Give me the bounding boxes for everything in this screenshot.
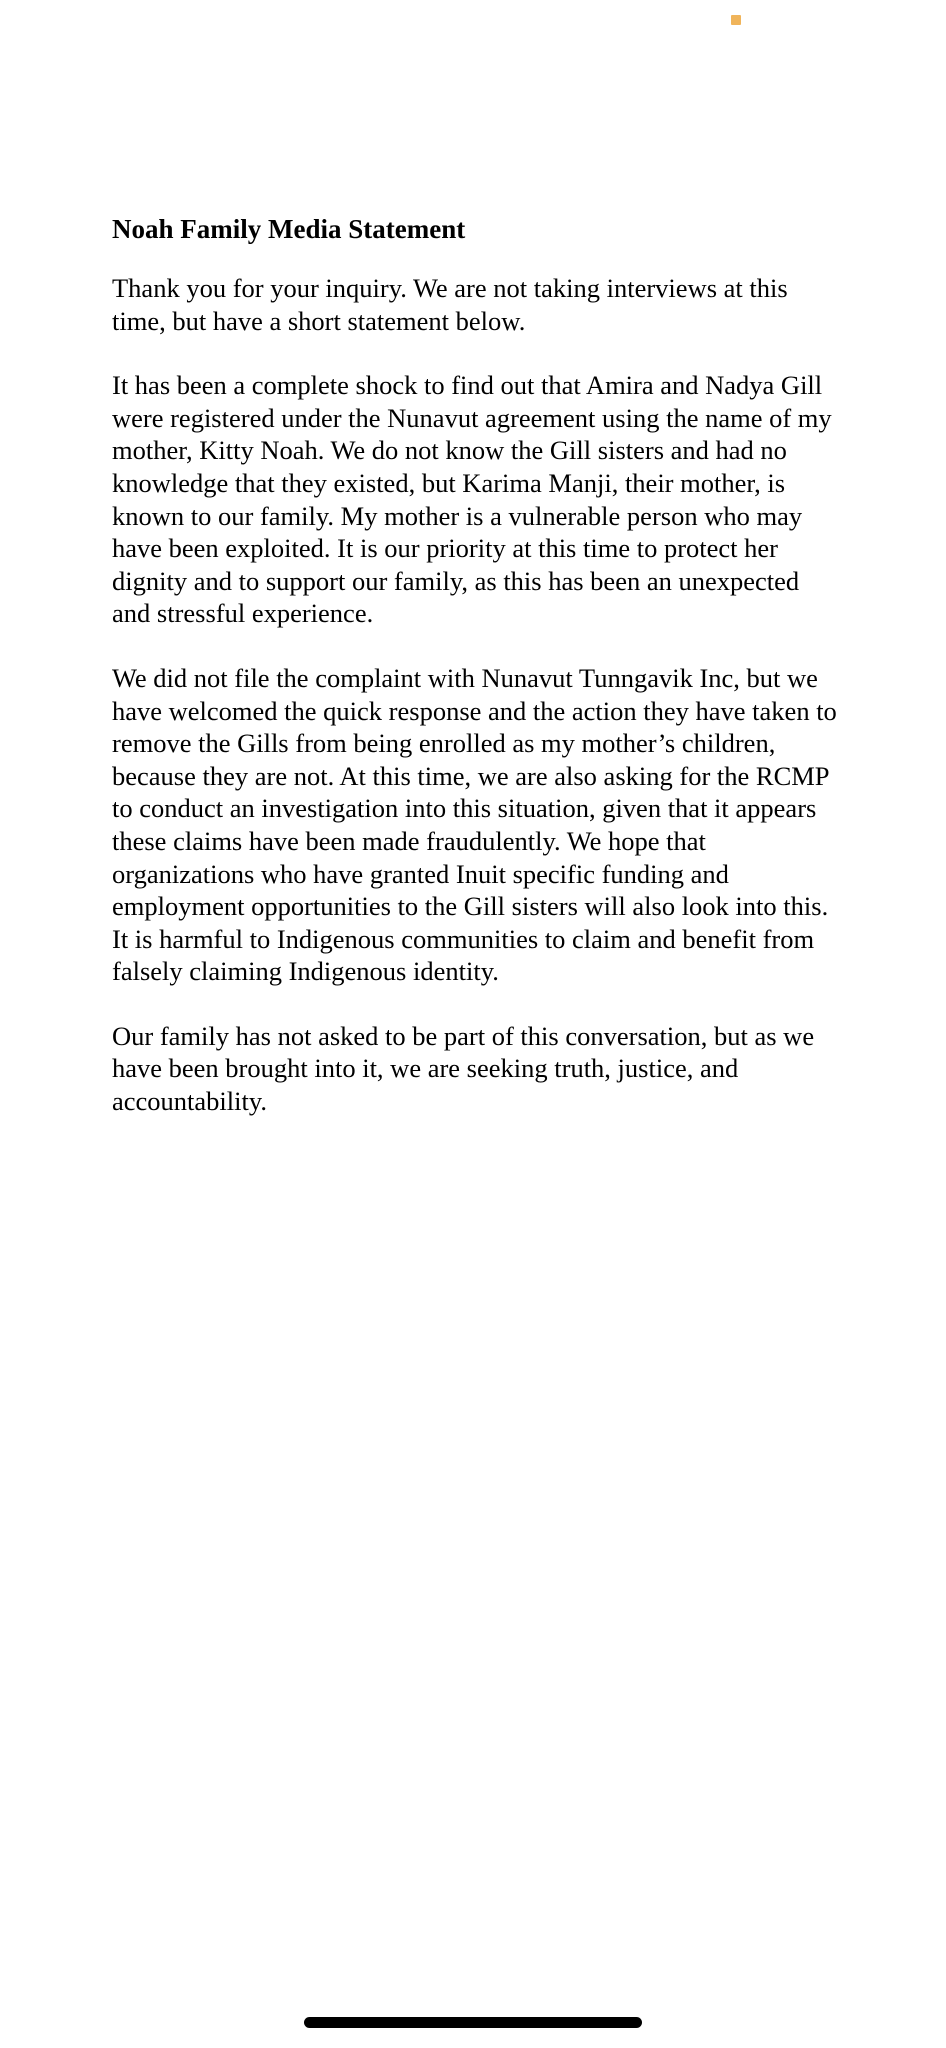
paragraph-shock: It has been a complete shock to find out that Amira and Nadya Gill were registered under the Nunavut agreement using the name of my mother, Kitty Noah. We do not know the Gill sisters and had no knowledge that they existed, but Karima Manji, their mother, is known to our family. My mother is a vulnerable person who may have been exploited. It is our priority at this time to protect her dignity and to support our family, as this has been an unexpected and stressful experience. bbox=[112, 370, 832, 629]
document-body bbox=[112, 208, 842, 1150]
document-title: Noah Family Media Statement bbox=[112, 214, 466, 244]
home-indicator[interactable] bbox=[304, 2017, 642, 2028]
recording-indicator-icon bbox=[731, 15, 741, 25]
paragraph-closing: Our family has not asked to be part of this conversation, but as we have been brought into it, we are seeking truth, justice, and accountability. bbox=[112, 1020, 815, 1117]
paragraph-complaint: We did not file the complaint with Nunavut Tunngavik Inc, but we have welcomed the quick response and the action they have taken to remove the Gills from being enrolled as my mother’s children, because they are not. At this time, we are also asking for the RCMP to conduct an investigation into this situation, given that it appears these claims have been made fraudulently. We hope that organizations who have granted Inuit specific funding and employment opportunities to the Gill sisters will also look into this. It is harmful to Indigenous communities to claim and benefit from falsely claiming Indigenous identity. bbox=[112, 662, 837, 987]
paragraph-intro: Thank you for your inquiry. We are not taking interviews at this time, but have a short statement below. bbox=[112, 273, 788, 336]
